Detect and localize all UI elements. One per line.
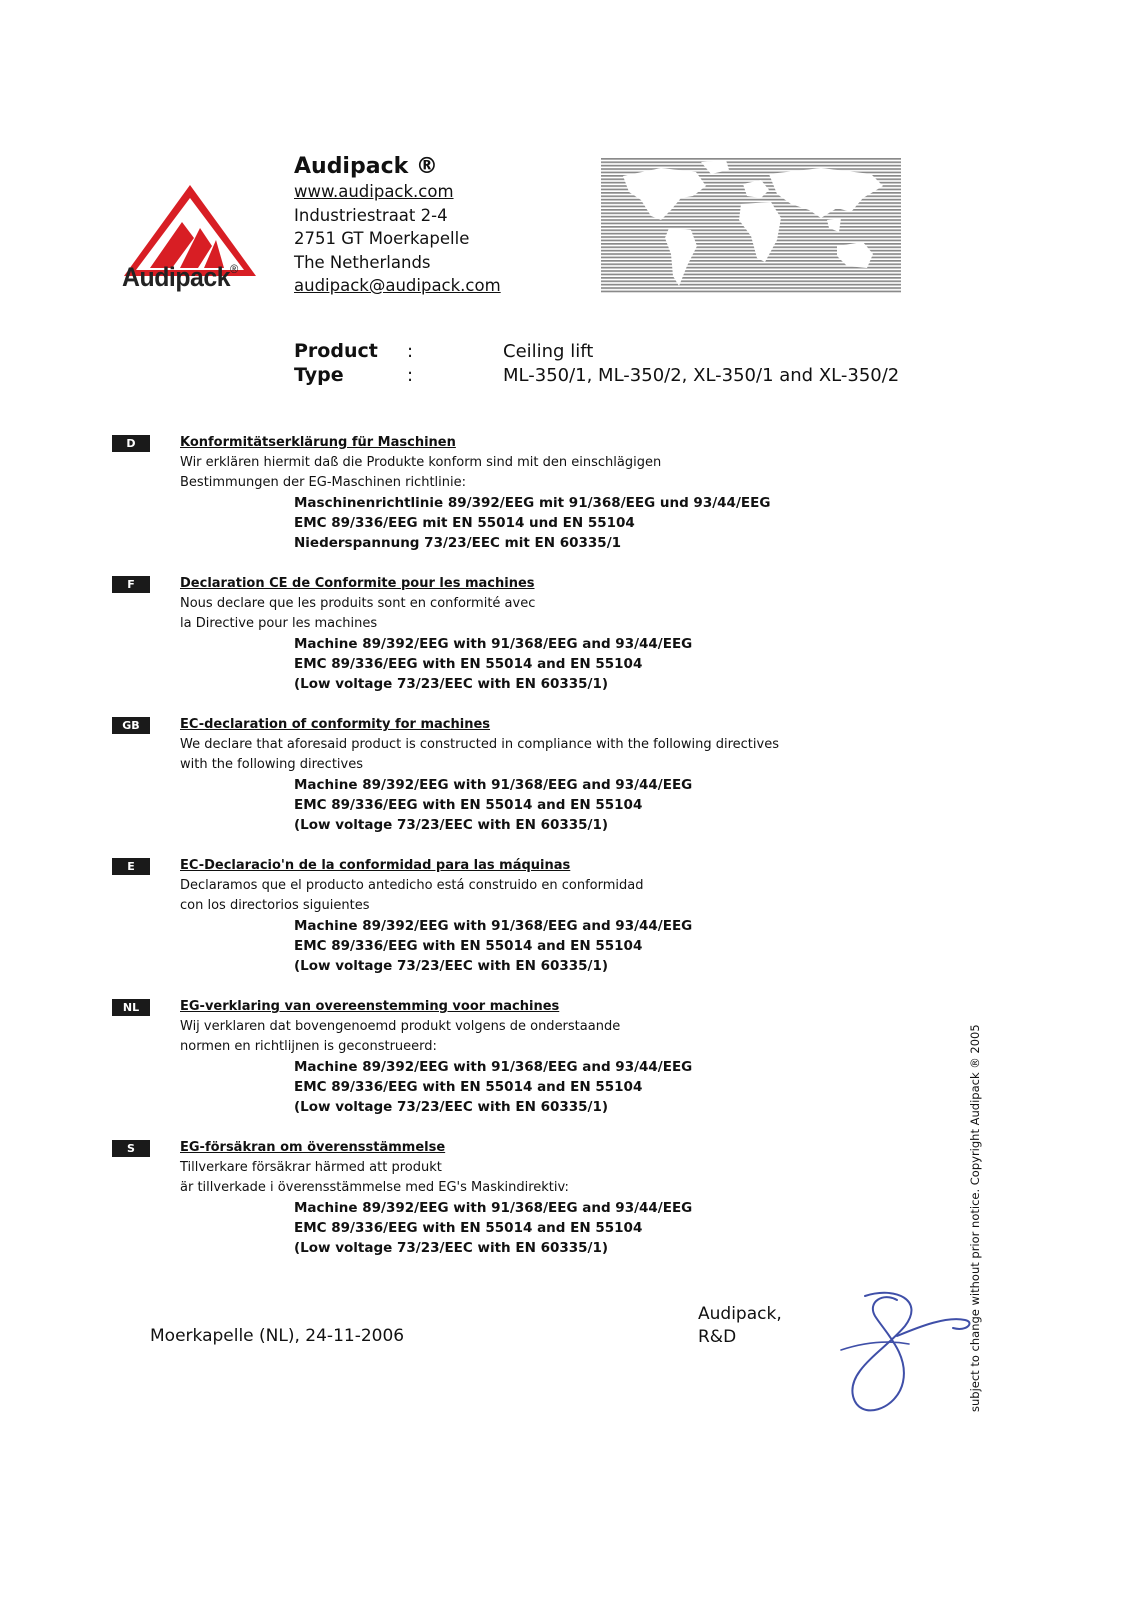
company-name: Audipack ® — [294, 154, 438, 179]
language-badge-f: F — [112, 576, 150, 593]
directive-line-e: Machine 89/392/EEG with 91/368/EEG and 93/44/EEG — [294, 918, 693, 934]
directive-line-d: Maschinenrichtlinie 89/392/EEG mit 91/368/EEG und 93/44/EEG — [294, 495, 771, 511]
company-website-link[interactable]: www.audipack.com — [294, 182, 454, 201]
product-colon: : — [407, 341, 414, 362]
directive-line-nl: EMC 89/336/EEG with EN 55014 and EN 55104 — [294, 1079, 643, 1095]
section-title-gb: EC-declaration of conformity for machines — [180, 717, 491, 732]
directive-line-d: Niederspannung 73/23/EEC mit EN 60335/1 — [294, 535, 622, 551]
signer-department: R&D — [698, 1327, 737, 1347]
section-text-f: la Directive pour les machines — [180, 616, 378, 631]
directive-line-s: (Low voltage 73/23/EEC with EN 60335/1) — [294, 1240, 609, 1256]
world-map-icon — [601, 158, 901, 294]
type-colon: : — [407, 365, 414, 386]
directive-line-d: EMC 89/336/EEG mit EN 55014 und EN 55104 — [294, 515, 635, 531]
copyright-notice: subject to change without prior notice. Copyright Audipack ® 2005 — [968, 1024, 982, 1412]
section-title-s: EG-försäkran om överensstämmelse — [180, 1140, 446, 1155]
section-text-d: Wir erklären hiermit daß die Produkte konform sind mit den einschlägigen — [180, 455, 662, 470]
company-city: 2751 GT Moerkapelle — [294, 229, 470, 248]
language-badge-d: D — [112, 435, 150, 452]
section-text-e: Declaramos que el producto antedicho está construido en conformidad — [180, 878, 644, 893]
type-label: Type — [294, 364, 344, 386]
section-text-nl: Wij verklaren dat bovengenoemd produkt volgens de onderstaande — [180, 1019, 621, 1034]
product-value: Ceiling lift — [503, 341, 594, 362]
directive-line-e: EMC 89/336/EEG with EN 55014 and EN 55104 — [294, 938, 643, 954]
section-text-s: är tillverkade i överensstämmelse med EG's Maskindirektiv: — [180, 1180, 569, 1195]
type-value: ML-350/1, ML-350/2, XL-350/1 and XL-350/2 — [503, 365, 900, 386]
section-text-d: Bestimmungen der EG-Maschinen richtlinie: — [180, 475, 466, 490]
directive-line-s: EMC 89/336/EEG with EN 55014 and EN 55104 — [294, 1220, 643, 1236]
section-title-nl: EG-verklaring van overeenstemming voor machines — [180, 999, 560, 1014]
logo-wordmark: Audipack® — [122, 262, 238, 292]
signer-company: Audipack, — [698, 1304, 782, 1324]
company-email-link[interactable]: audipack@audipack.com — [294, 276, 501, 295]
section-text-nl: normen en richtlijnen is geconstrueerd: — [180, 1039, 437, 1054]
language-badge-nl: NL — [112, 999, 150, 1016]
directive-line-nl: Machine 89/392/EEG with 91/368/EEG and 93/44/EEG — [294, 1059, 693, 1075]
directive-line-f: Machine 89/392/EEG with 91/368/EEG and 93/44/EEG — [294, 636, 693, 652]
directive-line-nl: (Low voltage 73/23/EEC with EN 60335/1) — [294, 1099, 609, 1115]
handwritten-signature-icon — [835, 1288, 985, 1423]
directive-line-gb: EMC 89/336/EEG with EN 55014 and EN 55104 — [294, 797, 643, 813]
section-text-s: Tillverkare försäkrar härmed att produkt — [180, 1160, 442, 1175]
section-text-gb: with the following directives — [180, 757, 363, 772]
directive-line-gb: (Low voltage 73/23/EEC with EN 60335/1) — [294, 817, 609, 833]
section-text-f: Nous declare que les produits sont en conformité avec — [180, 596, 536, 611]
directive-line-s: Machine 89/392/EEG with 91/368/EEG and 93/44/EEG — [294, 1200, 693, 1216]
section-text-gb: We declare that aforesaid product is constructed in compliance with the following directives — [180, 737, 779, 752]
section-text-e: con los directorios siguientes — [180, 898, 370, 913]
language-badge-gb: GB — [112, 717, 150, 734]
place-date: Moerkapelle (NL), 24-11-2006 — [150, 1326, 405, 1346]
company-street: Industriestraat 2-4 — [294, 206, 448, 225]
language-badge-e: E — [112, 858, 150, 875]
section-title-f: Declaration CE de Conformite pour les machines — [180, 576, 535, 591]
directive-line-f: EMC 89/336/EEG with EN 55014 and EN 55104 — [294, 656, 643, 672]
language-badge-s: S — [112, 1140, 150, 1157]
directive-line-gb: Machine 89/392/EEG with 91/368/EEG and 93/44/EEG — [294, 777, 693, 793]
product-label: Product — [294, 340, 378, 362]
section-title-d: Konformitätserklärung für Maschinen — [180, 435, 456, 450]
section-title-e: EC-Declaracio'n de la conformidad para las máquinas — [180, 858, 571, 873]
directive-line-f: (Low voltage 73/23/EEC with EN 60335/1) — [294, 676, 609, 692]
company-country: The Netherlands — [294, 253, 431, 272]
directive-line-e: (Low voltage 73/23/EEC with EN 60335/1) — [294, 958, 609, 974]
